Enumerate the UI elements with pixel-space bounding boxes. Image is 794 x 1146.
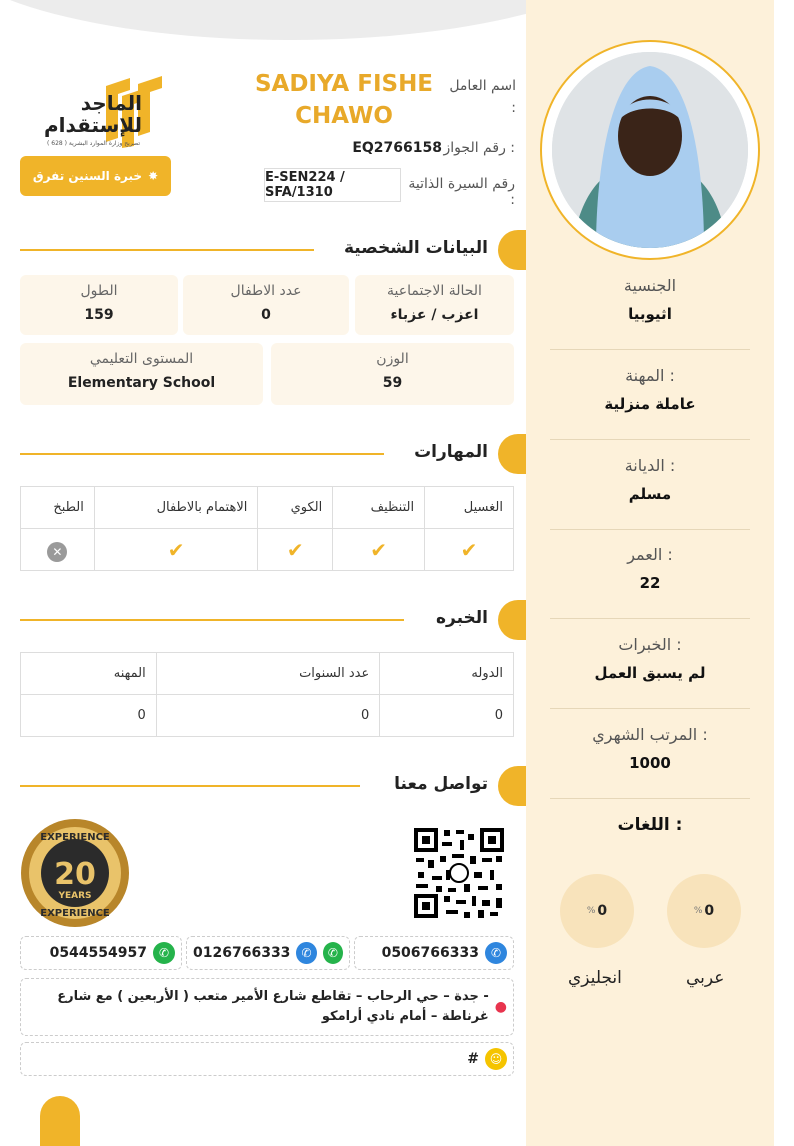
experience-header: عدد السنوات xyxy=(156,653,380,695)
section-line xyxy=(20,249,314,251)
divider xyxy=(550,708,750,709)
section-marker xyxy=(498,230,526,270)
phone-number[interactable]: 0506766333 xyxy=(381,945,479,961)
weight-card xyxy=(271,343,514,405)
phone-pill-2[interactable] xyxy=(186,936,350,970)
passport-number: EQ2766158 xyxy=(352,140,442,156)
profession-label: المهنة : xyxy=(625,366,675,385)
profession-value: عاملة منزلية xyxy=(604,395,696,413)
phone-icon: ✆ xyxy=(485,942,507,964)
profession-field xyxy=(550,366,750,413)
nationality-value: اثيوبيا xyxy=(628,305,672,323)
check-icon: ✔ xyxy=(167,537,185,562)
check-icon: ✔ xyxy=(460,537,478,562)
section-line xyxy=(20,453,384,455)
religion-value: مسلم xyxy=(628,485,672,503)
english-level-value: 0 xyxy=(597,903,608,919)
arabic-level-value: 0 xyxy=(704,903,715,919)
divider xyxy=(550,349,750,350)
experience-cell: 0 xyxy=(380,695,514,737)
weight-value: 59 xyxy=(382,375,403,391)
languages-title: اللغات : xyxy=(617,815,683,835)
worker-photo-image xyxy=(552,52,748,248)
skill-header: التنظيف xyxy=(333,487,425,529)
skill-status xyxy=(94,529,258,571)
phone-pill-1[interactable] xyxy=(354,936,514,970)
personal-title: البيانات الشخصية xyxy=(343,238,488,258)
phone-pill-3[interactable] xyxy=(20,936,182,970)
seal-number: 20 xyxy=(54,857,96,892)
section-marker xyxy=(498,600,526,640)
divider xyxy=(550,618,750,619)
nationality-field xyxy=(550,276,750,323)
phone-icon: ✆ xyxy=(296,942,316,964)
sparkle-icon: ✸ xyxy=(148,169,159,183)
worker-photo xyxy=(552,52,748,248)
whatsapp-icon: ✆ xyxy=(323,942,343,964)
education-value: Elementary School xyxy=(67,375,216,391)
nationality-label: الجنسية xyxy=(623,276,677,295)
percent-unit: % xyxy=(693,906,703,916)
marital-value: اعزب / عزباء xyxy=(390,307,479,323)
contact-title: تواصل معنا xyxy=(394,774,488,794)
experience-field xyxy=(550,635,750,682)
skill-header: الكوي xyxy=(258,487,333,529)
salary-value: 1000 xyxy=(629,754,671,772)
age-field xyxy=(550,545,750,592)
divider xyxy=(550,798,750,799)
company-license: تصريح وزارة الموارد البشرية ( 628 ) xyxy=(47,140,140,147)
seal-top-text: EXPERIENCE xyxy=(40,832,110,843)
seal-bottom-text: EXPERIENCE xyxy=(40,908,110,919)
salary-field xyxy=(550,725,750,772)
skill-header: الطبخ xyxy=(21,487,95,529)
snapchat-pill[interactable] xyxy=(20,1042,514,1076)
skill-status xyxy=(333,529,425,571)
marital-label: الحالة الاجتماعية xyxy=(387,283,482,299)
skill-status xyxy=(258,529,333,571)
experience-label: الخبرات : xyxy=(618,635,682,654)
languages-heading xyxy=(550,815,750,835)
phone-number[interactable]: 0126766333 xyxy=(193,945,291,961)
divider xyxy=(550,529,750,530)
snapchat-handle[interactable]: # xyxy=(467,1051,479,1067)
age-value: 22 xyxy=(639,574,661,592)
marital-card xyxy=(355,275,514,335)
education-card xyxy=(20,343,263,405)
skill-header: الاهتمام بالاطفال xyxy=(94,487,258,529)
experience-header: الدوله xyxy=(380,653,514,695)
badge-label: خبرة السنين تفرق xyxy=(32,169,143,183)
name-label-block xyxy=(440,78,516,116)
table-row xyxy=(21,487,514,529)
worker-name: SADIYA FISHE CHAWO xyxy=(254,71,434,129)
phone-number[interactable]: 0544554957 xyxy=(49,945,147,961)
age-label: العمر : xyxy=(627,545,673,564)
skills-table xyxy=(20,486,514,571)
section-marker xyxy=(498,766,526,806)
height-label: الطول xyxy=(80,283,118,299)
company-name: الماجد للإستقدام xyxy=(44,91,142,137)
footer-decoration xyxy=(40,1096,80,1146)
skill-header: الغسيل xyxy=(425,487,514,529)
location-pin-icon: ● xyxy=(494,999,507,1015)
english-level xyxy=(560,874,634,948)
cv-label: رقم السيرة الذاتية : xyxy=(408,176,515,208)
height-card xyxy=(20,275,178,335)
percent-unit: % xyxy=(586,906,596,916)
education-label: المستوى التعليمي xyxy=(89,351,194,367)
passport-label: رقم الجواز : xyxy=(443,140,515,156)
experience-badge xyxy=(20,156,171,196)
address-pill xyxy=(20,978,514,1036)
section-line xyxy=(20,619,404,621)
weight-label: الوزن xyxy=(376,351,409,367)
address-text: - جدة – حي الرحاب – تقاطع شارع الأمير متعب ( الأربعين ) مع شارع غرناطة – أمام نادي أرامكو xyxy=(57,989,489,1024)
table-row xyxy=(21,529,514,571)
experience-seal xyxy=(20,818,130,928)
experience-header: المهنه xyxy=(21,653,157,695)
table-row xyxy=(21,695,514,737)
divider xyxy=(550,439,750,440)
experience-cell: 0 xyxy=(21,695,157,737)
children-card xyxy=(183,275,349,335)
seal-years: YEARS xyxy=(58,891,92,901)
section-marker xyxy=(498,434,526,474)
name-label: اسم العامل xyxy=(449,78,516,94)
height-value: 159 xyxy=(84,307,114,323)
cv-number: E-SEN224 / SFA/1310 xyxy=(264,168,401,202)
religion-field xyxy=(550,456,750,503)
experience-table xyxy=(20,652,514,737)
arabic-label: عربي xyxy=(686,968,725,988)
check-icon: ✔ xyxy=(370,537,388,562)
section-line xyxy=(20,785,360,787)
table-row xyxy=(21,653,514,695)
english-label: انجليزي xyxy=(568,968,622,988)
check-icon: ✔ xyxy=(286,537,304,562)
skill-status xyxy=(21,529,95,571)
experience-title: الخبره xyxy=(435,608,488,628)
skills-title: المهارات xyxy=(414,442,488,462)
qr-code[interactable] xyxy=(412,826,506,920)
name-label-colon: : xyxy=(511,100,516,116)
children-label: عدد الاطفال xyxy=(230,283,302,299)
children-value: 0 xyxy=(261,307,271,323)
salary-label: المرتب الشهري : xyxy=(592,725,708,744)
snapchat-icon: ☺ xyxy=(485,1048,507,1070)
experience-cell: 0 xyxy=(156,695,380,737)
skill-status xyxy=(425,529,514,571)
arabic-level xyxy=(667,874,741,948)
experience-value: لم يسبق العمل xyxy=(594,664,706,682)
cross-icon: ✕ xyxy=(47,542,67,562)
religion-label: الديانة : xyxy=(624,456,676,475)
whatsapp-icon: ✆ xyxy=(153,942,175,964)
